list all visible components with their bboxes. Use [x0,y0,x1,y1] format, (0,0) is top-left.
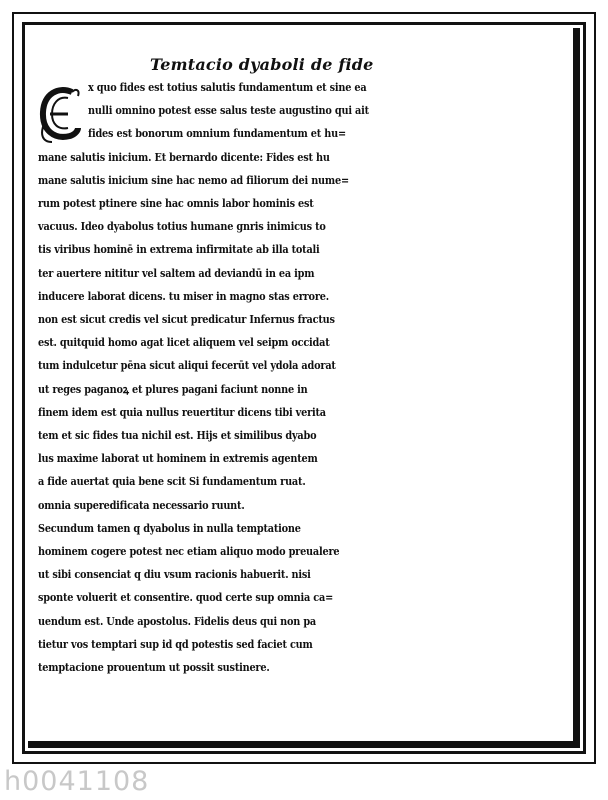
manuscript-page [38,56,558,679]
text-line: ter auertere nititur vel saltem ad deviandū in ea ipm [38,266,315,280]
text-line: inducere laborat dicens. tu miser in magno stas errore. [38,289,329,303]
text-line: finem idem est quia nullus reuertitur dicens tibi verita [38,405,326,419]
text-line: sponte voluerit et consentire. quod certe sup omnia ca= [38,591,334,605]
text-line: lus maxime laborat ut hominem in extremis agentem [38,452,318,466]
text-line: tem et sic fides tua nichil est. Hijs et similibus dyabo [38,429,317,443]
page-heading: Temtacio dyaboli de fide [150,55,374,74]
decorated-initial [38,84,84,144]
initial-e-icon [38,84,84,144]
text-line: uendum est. Unde apostolus. Fidelis deus qui non pa [38,614,317,628]
text-line: rum potest ptinere sine hac omnis labor hominis est [38,197,314,211]
text-line: hominem cogere potest nec etiam aliquo modo preualere [38,545,340,559]
text-line: omnia superedificata necessario ruunt. [38,498,245,512]
text-line: nulli omnino potest esse salus teste augustino qui ait [88,104,369,118]
text-line: tietur vos temptari sup id qd potestis sed faciet cum [38,637,313,651]
text-line: tis viribus hominē in extrema infirmitate ab illa totali [38,243,320,257]
text-line: mane salutis inicium sine hac nemo ad filiorum dei nume= [38,173,349,187]
text-line: temptacione prouentum ut possit sustinere. [38,661,270,675]
text-line: Secundum tamen q dyabolus in nulla temptatione [38,521,301,535]
text-line: fides est bonorum omnium fundamentum et hu= [88,127,346,141]
text-line: est. quitquid homo agat licet aliquem vel seipm occidat [38,336,330,350]
text-line: ut reges paganoꝝ et plures pagani faciunt nonne in [38,382,308,396]
image-id-caption: h0041108 [4,766,150,797]
text-line: a fide auertat quia bene scit Si fundamentum ruat. [38,475,306,489]
text-line: non est sicut credis vel sicut predicatur Infernus fractus [38,313,335,327]
text-line: mane salutis inicium. Et bernardo dicente: Fides est hu [38,150,330,164]
text-line: x quo fides est totius salutis fundamentum et sine ea [88,81,367,94]
text-line: vacuus. Ideo dyabolus totius humane gnris inimicus to [38,220,326,234]
text-line: ut sibi consenciat q diu vsum racionis habuerit. nisi [38,568,311,582]
text-line: tum indulcetur pēna sicut aliqui fecerūt vel ydola adorat [38,359,336,373]
body-text [38,76,558,679]
